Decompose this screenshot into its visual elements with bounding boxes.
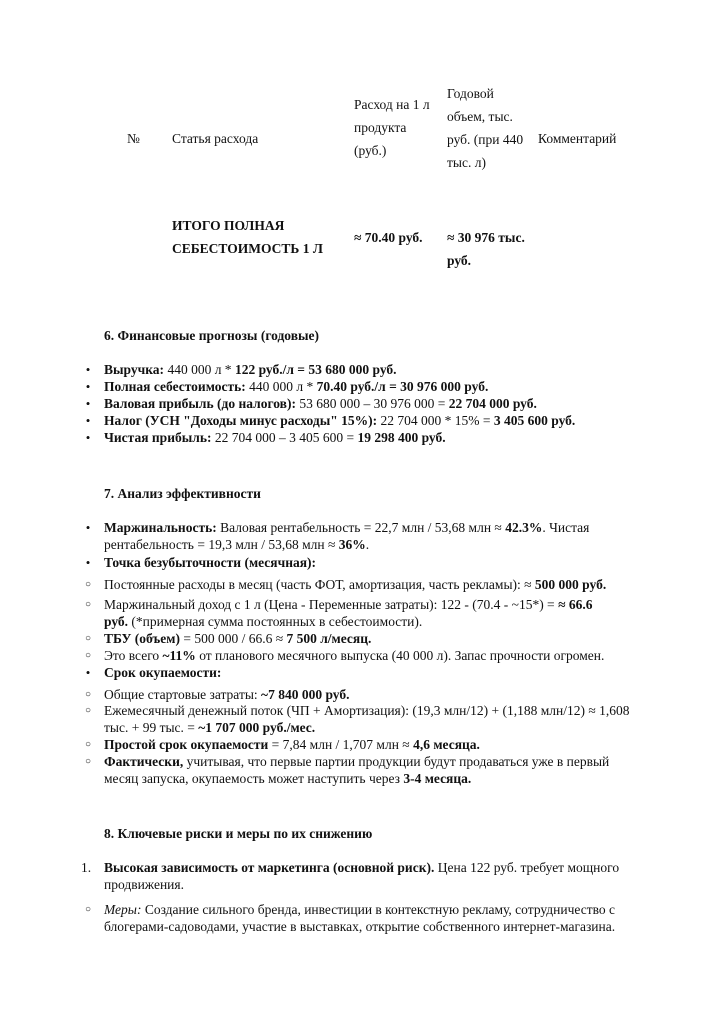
list-item-margin: • Маржинальность: Валовая рентабельность = 22,7 млн / 53,68 млн ≈ 42.3%. Чистая рентабельность = 19,3 млн / 53,68 млн ≈ 36%. bbox=[104, 519, 679, 553]
circle-bullet-icon: ○ bbox=[84, 705, 92, 716]
col-header-per-liter: Расход на 1 л продукта (руб.) bbox=[354, 97, 430, 158]
bullet-icon: • bbox=[85, 396, 91, 411]
bullet-icon: • bbox=[85, 665, 91, 680]
list-item: • Выручка: 440 000 л * 122 руб./л = 53 680 000 руб. bbox=[104, 361, 679, 378]
sub-item-marginal-income: ○ Маржинальный доход с 1 л (Цена - Переменные затраты): 122 - (70.4 - ~15*) = ≈ 66.6 руб. (*примерная сумма постоянных в себестоимости). bbox=[104, 596, 679, 630]
sub-item-actual-payback: ○ Фактически, учитывая, что первые партии продукции будут продаваться уже в первый месяц запуска, окупаемость может наступить через 3-4 месяца. bbox=[104, 753, 679, 787]
numbered-item-marketing-risk: 1. Высокая зависимость от маркетинга (основной риск). Цена 122 руб. требует мощного продвижения. bbox=[80, 860, 620, 892]
sub-item-simple-payback: ○ Простой срок окупаемости = 7,84 млн / 1,707 млн ≈ 4,6 месяца. bbox=[104, 736, 679, 753]
list-item: • Валовая прибыль (до налогов): 53 680 000 – 30 976 000 = 22 704 000 руб. bbox=[104, 395, 679, 412]
col-header-number: № bbox=[127, 131, 140, 146]
list-item: • Чистая прибыль: 22 704 000 – 3 405 600 = 19 298 400 руб. bbox=[104, 429, 679, 446]
sub-item-cash-flow: ○ Ежемесячный денежный поток (ЧП + Амортизация): (19,3 млн/12) + (1,188 млн/12) ≈ 1,608 тыс. + 99 тыс. = ~1 707 000 руб./мес. bbox=[104, 702, 679, 736]
list-item: • Налог (УСН "Доходы минус расходы" 15%): 22 704 000 * 15% = 3 405 600 руб. bbox=[104, 412, 679, 429]
bullet-icon: • bbox=[85, 413, 91, 428]
circle-bullet-icon: ○ bbox=[84, 739, 92, 750]
bullet-icon: • bbox=[85, 430, 91, 445]
circle-bullet-icon: ○ bbox=[84, 599, 92, 610]
section-6-heading: 6. Финансовые прогнозы (годовые) bbox=[104, 328, 320, 343]
col-header-comment: Комментарий bbox=[538, 131, 617, 146]
sub-item-fixed-costs: ○ Постоянные расходы в месяц (часть ФОТ, амортизация, часть рекламы): ≈ 500 000 руб. bbox=[104, 576, 679, 593]
list-number: 1. bbox=[80, 860, 92, 875]
section-7-heading: 7. Анализ эффективности bbox=[104, 486, 261, 501]
bullet-icon: • bbox=[85, 379, 91, 394]
circle-bullet-icon: ○ bbox=[84, 756, 92, 767]
sub-item-safety-margin: ○ Это всего ~11% от планового месячного выпуска (40 000 л). Запас прочности огромен. bbox=[104, 647, 679, 664]
circle-bullet-icon: ○ bbox=[84, 904, 92, 915]
circle-bullet-icon: ○ bbox=[84, 579, 92, 590]
sub-item-tbu: ○ ТБУ (объем) = 500 000 / 66.6 ≈ 7 500 л/месяц. bbox=[104, 630, 679, 647]
circle-bullet-icon: ○ bbox=[84, 633, 92, 644]
list-item-breakeven: • Точка безубыточности (месячная): bbox=[104, 554, 679, 571]
sub-item-measures: ○ Меры: Создание сильного бренда, инвестиции в контекстную рекламу, сотрудничество с блогерами-садоводами, участие в выставках, открытие собственного интернет-магазина. bbox=[104, 901, 679, 935]
total-row-name: ИТОГО ПОЛНАЯ СЕБЕСТОИМОСТЬ 1 Л bbox=[172, 218, 323, 256]
list-item-payback: • Срок окупаемости: bbox=[104, 664, 679, 681]
circle-bullet-icon: ○ bbox=[84, 650, 92, 661]
total-row-per-liter: ≈ 70.40 руб. bbox=[354, 230, 423, 245]
bullet-icon: • bbox=[85, 555, 91, 570]
total-row-annual: ≈ 30 976 тыс. руб. bbox=[447, 230, 525, 268]
list-item: • Полная себестоимость: 440 000 л * 70.40 руб./л = 30 976 000 руб. bbox=[104, 378, 679, 395]
sub-item-startup-costs: ○ Общие стартовые затраты: ~7 840 000 руб. bbox=[104, 686, 679, 703]
col-header-annual: Годовой объем, тыс. руб. (при 440 тыс. л) bbox=[447, 86, 524, 170]
section-8-heading: 8. Ключевые риски и меры по их снижению bbox=[104, 826, 373, 841]
col-header-item: Статья расхода bbox=[172, 131, 259, 146]
bullet-icon: • bbox=[85, 362, 91, 377]
circle-bullet-icon: ○ bbox=[84, 689, 92, 700]
bullet-icon: • bbox=[85, 520, 91, 535]
